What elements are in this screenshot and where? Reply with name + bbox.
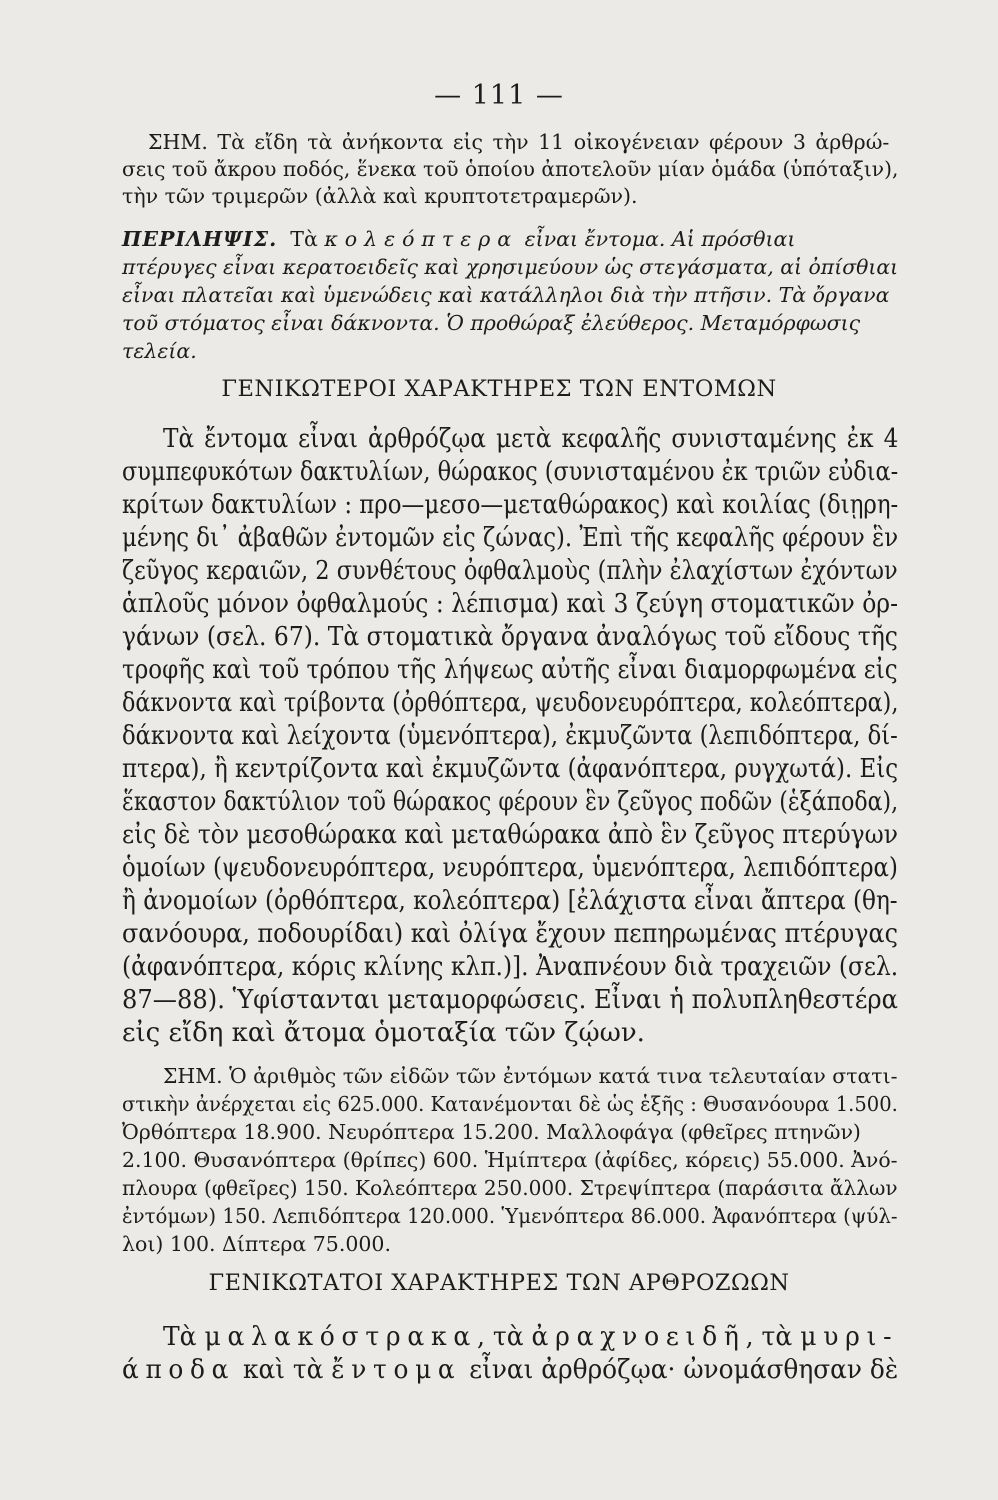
note-2-line: Ὀρθόπτερα 18.900. Νευρόπτερα 15.200. Μαλλοφάγα (φθεῖρες πτηνῶν) [122, 1120, 861, 1144]
summary-line: τοῦ στόματος εἶναι δάκνοντα. Ὁ προθώραξ ἐλεύθερος. Μεταμόρφωσις [122, 311, 861, 335]
final-text: εἶναι ἀρθρόζῳα· ὠνομάσθησαν δὲ [461, 1355, 899, 1385]
final-term: ἀραχνοειδῆ [531, 1322, 746, 1352]
final-text: , τὰ [476, 1322, 532, 1352]
note-2-line: ἐντόμων) 150. Λεπιδόπτερα 120.000. Ὑμενόπτερα 86.000. Ἀφανόπτερα (ψύλ- [122, 1204, 898, 1228]
section-heading: ΓΕΝΙΚΩΤΕΡΟΙ ΧΑΡΑΚΤΗΡΕΣ ΤΩΝ ΕΝΤΟΜΩΝ [221, 376, 777, 402]
note-1-line: σεις τοῦ ἄκρου ποδός, ἕνεκα τοῦ ὁποίου ἀποτελοῦν μίαν ὁμάδα (ὑπόταξιν), [122, 157, 899, 181]
body-line: δάκνοντα καὶ λείχοντα (ὑμενόπτερα), ἐκμυζῶντα (λεπιδόπτερα, δί- [122, 721, 898, 751]
body-line: ἁπλοῦς μόνον ὀφθαλμούς : λέπισμα) καὶ 3 ζεύγη στοματικῶν ὀρ- [122, 589, 899, 619]
summary-term: κολεόπτερα [324, 227, 519, 251]
final-line [163, 1322, 898, 1352]
body-line: 87—88). Ὑφίστανται μεταμορφώσεις. Εἶναι ἡ πολυπληθεστέρα [122, 985, 898, 1015]
final-text: , τὰ [745, 1322, 801, 1352]
summary-text: εἶναι ἔντομα. Αἱ πρόσθιαι [518, 227, 796, 251]
body-line: εἰς δὲ τὸν μεσοθώρακα καὶ μεταθώρακα ἀπὸ ἓν ζεῦγος πτερύγων [122, 820, 898, 850]
note-2-line: 2.100. Θυσανόπτερα (θρίπες) 600. Ἡμίπτερα (ἀφίδες, κόρεις) 55.000. Ἀνό- [122, 1148, 898, 1172]
page-number: — 111 — [434, 80, 564, 111]
summary-label: ΠΕΡΙΛΗΨΙΣ. [122, 227, 278, 251]
summary-line: τελεία. [122, 339, 197, 363]
final-term: μαλακόστρακα [204, 1322, 477, 1352]
summary-line: εἶναι πλατεῖαι καὶ ὑμενώδεις καὶ κατάλληλοι διὰ τὴν πτῆσιν. Τὰ ὄργανα [122, 283, 890, 307]
body-line: σανόουρα, ποδουρίδαι) καὶ ὀλίγα ἔχουν πεπηρωμένας πτέρυγας [122, 919, 898, 949]
body-line: εἰς εἴδη καὶ ἄτομα ὁμοταξία τῶν ζῴων. [122, 1018, 645, 1048]
summary-line [122, 227, 795, 251]
note-1-line: τὴν τῶν τριμερῶν (ἀλλὰ καὶ κρυπτοτετραμερῶν). [122, 184, 638, 208]
final-text: Τὰ [163, 1322, 205, 1352]
final-term: άποδα [122, 1355, 236, 1385]
body-line: μένης δι᾿ ἀβαθῶν ἐντομῶν εἰς ζώνας). Ἐπὶ τῆς κεφαλῆς φέρουν ἓν [122, 523, 899, 553]
body-line: ζεῦγος κεραιῶν, 2 συνθέτους ὀφθαλμοὺς (πλὴν ἐλαχίστων ἐχόντων [122, 556, 898, 586]
body-line: συμπεφυκότων δακτυλίων, θώρακος (συνισταμένου ἐκ τριῶν εὐδια- [122, 457, 899, 487]
body-line: δάκνοντα καὶ τρίβοντα (ὀρθόπτερα, ψευδονευρόπτερα, κολεόπτερα), [122, 688, 899, 718]
final-term: ἔντομα [331, 1355, 462, 1385]
final-term: μυρι- [800, 1322, 899, 1352]
note-2-line: ΣΗΜ. Ὁ ἀριθμὸς τῶν εἰδῶν τῶν ἐντόμων κατά τινα τελευταίαν στατι- [163, 1064, 898, 1088]
final-text: καὶ τὰ [235, 1355, 332, 1385]
body-line: κρίτων δακτυλίων : προ—μεσο—μεταθώρακος) καὶ κοιλίας (διῃρη- [122, 490, 899, 520]
note-2-line: λοι) 100. Δίπτερα 75.000. [122, 1232, 391, 1256]
note-2-line: στικὴν ἀνέρχεται εἰς 625.000. Κατανέμονται δὲ ὡς ἑξῆς : Θυσανόουρα 1.500. [122, 1092, 898, 1116]
section-heading: ΓΕΝΙΚΩΤΑΤΟΙ ΧΑΡΑΚΤΗΡΕΣ ΤΩΝ ΑΡΘΡΟΖΩΩΝ [208, 1270, 790, 1296]
body-line: ὁμοίων (ψευδονευρόπτερα, νευρόπτερα, ὑμενόπτερα, λεπιδόπτερα) [122, 853, 898, 883]
body-line: (ἀφανόπτερα, κόρις κλίνης κλπ.)]. Ἀναπνέουν διὰ τραχειῶν (σελ. [122, 952, 899, 982]
summary-text: Τὰ [290, 227, 325, 251]
body-line: Τὰ ἔντομα εἶναι ἀρθρόζῳα μετὰ κεφαλῆς συνισταμένης ἐκ 4 [163, 424, 899, 454]
note-2-line: πλουρα (φθεῖρες) 150. Κολεόπτερα 250.000. Στρεψίπτερα (παράσιτα ἄλλων [122, 1176, 898, 1200]
body-line: ἢ ἀνομοίων (ὀρθόπτερα, κολεόπτερα) [ἐλάχιστα εἶναι ἄπτερα (θη- [122, 886, 898, 916]
body-line: γάνων (σελ. 67). Τὰ στοματικὰ ὄργανα ἀναλόγως τοῦ εἴδους τῆς [122, 622, 898, 652]
body-line: πτερα), ἢ κεντρίζοντα καὶ ἐκμυζῶντα (ἀφανόπτερα, ρυγχωτά). Εἰς [122, 754, 899, 784]
note-1-line: ΣΗΜ. Τὰ εἴδη τὰ ἀνήκοντα εἰς τὴν 11 οἰκογένειαν φέρουν 3 ἀρθρώ- [148, 130, 890, 154]
body-line: τροφῆς καὶ τοῦ τρόπου τῆς λήψεως αὐτῆς εἶναι διαμορφωμένα εἰς [122, 655, 898, 685]
summary-line: πτέρυγες εἶναι κερατοειδεῖς καὶ χρησιμεύουν ὡς στεγάσματα, αἱ ὀπίσθιαι [122, 255, 899, 279]
body-line: ἕκαστον δακτύλιον τοῦ θώρακος φέρουν ἓν ζεῦγος ποδῶν (ἑξάποδα), [122, 787, 899, 817]
final-line [122, 1355, 898, 1385]
